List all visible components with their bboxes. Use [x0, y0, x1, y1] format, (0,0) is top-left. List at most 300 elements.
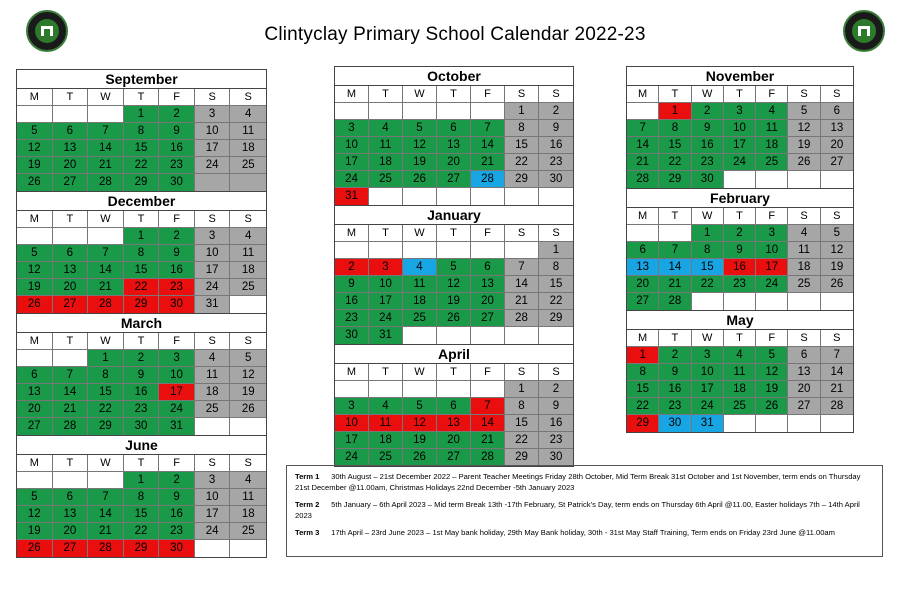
- weekday-header: M: [627, 208, 659, 225]
- day-cell: 3: [195, 228, 231, 245]
- day-cell: 9: [539, 120, 573, 137]
- day-cell: 4: [403, 259, 437, 276]
- day-cell: 9: [659, 364, 691, 381]
- day-cell: 14: [821, 364, 853, 381]
- day-cell: 6: [437, 398, 471, 415]
- day-cell: 22: [539, 293, 573, 310]
- day-cell: 12: [437, 276, 471, 293]
- weekday-header: M: [335, 225, 369, 242]
- day-cell: 25: [369, 171, 403, 188]
- day-cell: 2: [692, 103, 724, 120]
- weekday-header: S: [539, 364, 573, 381]
- day-cell: 29: [505, 171, 539, 188]
- weekday-header: S: [230, 455, 266, 472]
- day-cell: 28: [659, 293, 691, 310]
- day-cell: 4: [724, 347, 756, 364]
- day-cell: 21: [471, 432, 505, 449]
- day-cell: 21: [627, 154, 659, 171]
- day-cell: 3: [159, 350, 195, 367]
- day-cell: 16: [692, 137, 724, 154]
- day-cell: 13: [627, 259, 659, 276]
- day-cell: 13: [788, 364, 820, 381]
- day-cell: 27: [437, 449, 471, 466]
- day-cell: [403, 188, 437, 205]
- day-cell: 9: [692, 120, 724, 137]
- day-cell: 30: [159, 174, 195, 191]
- day-cell: 31: [195, 296, 231, 313]
- day-cell: 5: [17, 489, 53, 506]
- day-cell: 25: [230, 279, 266, 296]
- day-cell: [724, 171, 756, 188]
- month-december: [17, 192, 266, 314]
- weekday-header: W: [692, 86, 724, 103]
- day-cell: [788, 415, 820, 432]
- day-cell: 15: [539, 276, 573, 293]
- day-cell: [403, 103, 437, 120]
- weekday-header: T: [53, 211, 89, 228]
- month-grid: [17, 455, 266, 558]
- weekday-header: T: [124, 89, 160, 106]
- day-cell: [539, 188, 573, 205]
- day-cell: 24: [195, 279, 231, 296]
- day-cell: 19: [821, 259, 853, 276]
- day-cell: 22: [124, 279, 160, 296]
- month-grid: [627, 86, 853, 189]
- day-cell: 27: [437, 171, 471, 188]
- day-cell: 8: [124, 489, 160, 506]
- day-cell: 1: [627, 347, 659, 364]
- weekday-header: F: [159, 455, 195, 472]
- day-cell: 10: [159, 367, 195, 384]
- day-cell: 18: [403, 293, 437, 310]
- day-cell: 5: [230, 350, 266, 367]
- weekday-header: M: [17, 455, 53, 472]
- day-cell: 20: [821, 137, 853, 154]
- day-cell: 7: [471, 398, 505, 415]
- day-cell: [88, 472, 124, 489]
- day-cell: 31: [159, 418, 195, 435]
- day-cell: 11: [403, 276, 437, 293]
- day-cell: [53, 106, 89, 123]
- day-cell: [230, 174, 266, 191]
- day-cell: 30: [159, 540, 195, 557]
- month-grid: [627, 330, 853, 433]
- weekday-header: M: [335, 86, 369, 103]
- weekday-header: F: [756, 330, 788, 347]
- day-cell: 6: [821, 103, 853, 120]
- day-cell: 13: [437, 415, 471, 432]
- weekday-header: T: [369, 364, 403, 381]
- day-cell: 3: [692, 347, 724, 364]
- day-cell: 2: [724, 225, 756, 242]
- weekday-header: T: [659, 330, 691, 347]
- calendar-column-left: [16, 69, 267, 558]
- day-cell: 5: [788, 103, 820, 120]
- weekday-header: F: [756, 208, 788, 225]
- day-cell: 9: [724, 242, 756, 259]
- day-cell: 26: [230, 401, 266, 418]
- weekday-header: S: [788, 86, 820, 103]
- day-cell: 15: [505, 415, 539, 432]
- day-cell: 7: [88, 489, 124, 506]
- day-cell: 27: [627, 293, 659, 310]
- day-cell: 28: [821, 398, 853, 415]
- day-cell: [88, 106, 124, 123]
- day-cell: [627, 103, 659, 120]
- day-cell: 30: [539, 449, 573, 466]
- day-cell: 18: [230, 140, 266, 157]
- day-cell: [821, 171, 853, 188]
- day-cell: 8: [539, 259, 573, 276]
- day-cell: [756, 415, 788, 432]
- weekday-header: F: [159, 89, 195, 106]
- day-cell: 25: [230, 523, 266, 540]
- weekday-header: S: [195, 89, 231, 106]
- day-cell: 20: [788, 381, 820, 398]
- day-cell: 8: [124, 245, 160, 262]
- day-cell: 18: [756, 137, 788, 154]
- day-cell: 26: [437, 310, 471, 327]
- month-march: [17, 314, 266, 436]
- day-cell: 27: [53, 174, 89, 191]
- day-cell: 14: [88, 262, 124, 279]
- day-cell: 29: [627, 415, 659, 432]
- month-title: April: [335, 345, 573, 364]
- day-cell: [369, 188, 403, 205]
- day-cell: 5: [821, 225, 853, 242]
- weekday-header: S: [821, 330, 853, 347]
- term-1: [295, 471, 874, 493]
- weekday-header: F: [756, 86, 788, 103]
- day-cell: 6: [471, 259, 505, 276]
- day-cell: 4: [369, 398, 403, 415]
- day-cell: 29: [659, 171, 691, 188]
- day-cell: 26: [17, 296, 53, 313]
- day-cell: 11: [788, 242, 820, 259]
- day-cell: 11: [230, 489, 266, 506]
- day-cell: 6: [17, 367, 53, 384]
- day-cell: [756, 171, 788, 188]
- month-grid: [17, 89, 266, 192]
- weekday-header: W: [403, 86, 437, 103]
- month-october: [335, 67, 573, 206]
- day-cell: 18: [230, 262, 266, 279]
- month-november: [627, 67, 853, 189]
- month-grid: [17, 333, 266, 436]
- day-cell: 7: [821, 347, 853, 364]
- day-cell: 3: [195, 472, 231, 489]
- weekday-header: T: [437, 364, 471, 381]
- day-cell: [821, 293, 853, 310]
- day-cell: 3: [369, 259, 403, 276]
- day-cell: 15: [124, 506, 160, 523]
- day-cell: 25: [756, 154, 788, 171]
- day-cell: 7: [88, 245, 124, 262]
- day-cell: [53, 472, 89, 489]
- day-cell: 3: [756, 225, 788, 242]
- day-cell: 18: [788, 259, 820, 276]
- day-cell: 2: [335, 259, 369, 276]
- day-cell: [659, 225, 691, 242]
- month-title: December: [17, 192, 266, 211]
- day-cell: 2: [539, 103, 573, 120]
- day-cell: 6: [788, 347, 820, 364]
- weekday-header: T: [124, 455, 160, 472]
- day-cell: 6: [627, 242, 659, 259]
- day-cell: 1: [692, 225, 724, 242]
- day-cell: 24: [159, 401, 195, 418]
- term-label: Term 2: [295, 500, 320, 509]
- day-cell: [692, 293, 724, 310]
- day-cell: 23: [724, 276, 756, 293]
- day-cell: 7: [505, 259, 539, 276]
- day-cell: [471, 381, 505, 398]
- calendar-column-right: [626, 66, 854, 433]
- day-cell: 26: [17, 540, 53, 557]
- day-cell: 24: [335, 171, 369, 188]
- month-grid: [335, 86, 573, 206]
- day-cell: 21: [53, 401, 89, 418]
- day-cell: 2: [659, 347, 691, 364]
- weekday-header: F: [159, 333, 195, 350]
- day-cell: 13: [53, 506, 89, 523]
- day-cell: 21: [88, 523, 124, 540]
- day-cell: 18: [195, 384, 231, 401]
- day-cell: 12: [788, 120, 820, 137]
- weekday-header: T: [437, 225, 471, 242]
- day-cell: 4: [230, 228, 266, 245]
- month-title: February: [627, 189, 853, 208]
- weekday-header: S: [230, 211, 266, 228]
- day-cell: [369, 242, 403, 259]
- day-cell: 8: [505, 398, 539, 415]
- day-cell: [53, 228, 89, 245]
- day-cell: 1: [88, 350, 124, 367]
- day-cell: 10: [369, 276, 403, 293]
- weekday-header: S: [539, 225, 573, 242]
- day-cell: 1: [505, 381, 539, 398]
- day-cell: 12: [403, 137, 437, 154]
- day-cell: 21: [505, 293, 539, 310]
- day-cell: 1: [659, 103, 691, 120]
- day-cell: 26: [788, 154, 820, 171]
- weekday-header: M: [627, 86, 659, 103]
- day-cell: 23: [159, 279, 195, 296]
- day-cell: 19: [756, 381, 788, 398]
- day-cell: 28: [627, 171, 659, 188]
- day-cell: [369, 381, 403, 398]
- day-cell: 19: [17, 157, 53, 174]
- weekday-header: T: [53, 89, 89, 106]
- day-cell: 20: [53, 157, 89, 174]
- calendar-column-middle: [334, 66, 574, 467]
- day-cell: 2: [159, 472, 195, 489]
- day-cell: 11: [369, 415, 403, 432]
- day-cell: [505, 327, 539, 344]
- day-cell: [17, 106, 53, 123]
- day-cell: 24: [724, 154, 756, 171]
- day-cell: 11: [724, 364, 756, 381]
- day-cell: 12: [17, 506, 53, 523]
- day-cell: 16: [159, 506, 195, 523]
- day-cell: 11: [230, 123, 266, 140]
- day-cell: 17: [369, 293, 403, 310]
- term-text: 17th April – 23rd June 2023 – 1st May bank holiday, 29th May Bank holiday, 30th - 31st May Staff Training, Term ends on Friday 23rd June @11.00am: [331, 528, 835, 537]
- weekday-header: T: [724, 86, 756, 103]
- day-cell: 5: [756, 347, 788, 364]
- day-cell: 12: [17, 262, 53, 279]
- day-cell: 14: [471, 137, 505, 154]
- day-cell: [195, 174, 231, 191]
- weekday-header: S: [539, 86, 573, 103]
- day-cell: 15: [88, 384, 124, 401]
- day-cell: 14: [659, 259, 691, 276]
- day-cell: 17: [756, 259, 788, 276]
- day-cell: 15: [659, 137, 691, 154]
- weekday-header: S: [505, 86, 539, 103]
- day-cell: 16: [659, 381, 691, 398]
- day-cell: 14: [627, 137, 659, 154]
- day-cell: 15: [692, 259, 724, 276]
- day-cell: [471, 188, 505, 205]
- day-cell: 23: [539, 432, 573, 449]
- day-cell: [471, 327, 505, 344]
- weekday-header: S: [788, 208, 820, 225]
- day-cell: 24: [369, 310, 403, 327]
- day-cell: 9: [159, 123, 195, 140]
- day-cell: 4: [756, 103, 788, 120]
- weekday-header: M: [17, 89, 53, 106]
- weekday-header: W: [88, 333, 124, 350]
- weekday-header: F: [471, 364, 505, 381]
- day-cell: 1: [539, 242, 573, 259]
- day-cell: 22: [124, 523, 160, 540]
- day-cell: 14: [471, 415, 505, 432]
- day-cell: 30: [124, 418, 160, 435]
- weekday-header: S: [230, 333, 266, 350]
- day-cell: 17: [724, 137, 756, 154]
- day-cell: 13: [17, 384, 53, 401]
- weekday-header: W: [692, 330, 724, 347]
- day-cell: 27: [471, 310, 505, 327]
- day-cell: [724, 415, 756, 432]
- day-cell: 18: [369, 432, 403, 449]
- month-grid: [335, 364, 573, 467]
- day-cell: 8: [627, 364, 659, 381]
- weekday-header: S: [230, 89, 266, 106]
- day-cell: 5: [403, 120, 437, 137]
- month-september: [17, 70, 266, 192]
- term-2: [295, 499, 874, 521]
- day-cell: [53, 350, 89, 367]
- weekday-header: W: [88, 211, 124, 228]
- day-cell: [230, 540, 266, 557]
- day-cell: 26: [17, 174, 53, 191]
- day-cell: 2: [539, 381, 573, 398]
- day-cell: [471, 103, 505, 120]
- day-cell: 6: [53, 245, 89, 262]
- day-cell: 24: [756, 276, 788, 293]
- day-cell: 30: [692, 171, 724, 188]
- day-cell: 25: [403, 310, 437, 327]
- day-cell: 11: [756, 120, 788, 137]
- day-cell: 18: [724, 381, 756, 398]
- month-grid: [17, 211, 266, 314]
- day-cell: 23: [335, 310, 369, 327]
- weekday-header: T: [124, 333, 160, 350]
- weekday-header: F: [159, 211, 195, 228]
- day-cell: 17: [335, 432, 369, 449]
- day-cell: [195, 418, 231, 435]
- day-cell: 10: [195, 123, 231, 140]
- term-dates-box: [286, 465, 883, 557]
- weekday-header: W: [88, 455, 124, 472]
- day-cell: 20: [471, 293, 505, 310]
- day-cell: 1: [505, 103, 539, 120]
- day-cell: 21: [471, 154, 505, 171]
- day-cell: 14: [53, 384, 89, 401]
- weekday-header: M: [627, 330, 659, 347]
- day-cell: [437, 381, 471, 398]
- day-cell: 5: [437, 259, 471, 276]
- weekday-header: W: [403, 225, 437, 242]
- day-cell: 27: [821, 154, 853, 171]
- month-grid: [627, 208, 853, 311]
- day-cell: 16: [124, 384, 160, 401]
- day-cell: [788, 171, 820, 188]
- day-cell: 16: [159, 140, 195, 157]
- month-january: [335, 206, 573, 345]
- day-cell: 24: [335, 449, 369, 466]
- day-cell: 26: [821, 276, 853, 293]
- day-cell: 25: [230, 157, 266, 174]
- day-cell: [788, 293, 820, 310]
- day-cell: 29: [505, 449, 539, 466]
- day-cell: 28: [88, 296, 124, 313]
- day-cell: [437, 327, 471, 344]
- month-february: [627, 189, 853, 311]
- day-cell: 9: [124, 367, 160, 384]
- day-cell: 3: [335, 120, 369, 137]
- weekday-header: T: [659, 208, 691, 225]
- day-cell: 16: [539, 415, 573, 432]
- day-cell: 8: [692, 242, 724, 259]
- day-cell: [195, 540, 231, 557]
- month-title: May: [627, 311, 853, 330]
- weekday-header: S: [505, 364, 539, 381]
- day-cell: 24: [195, 523, 231, 540]
- day-cell: 1: [124, 106, 160, 123]
- weekday-header: T: [369, 86, 403, 103]
- day-cell: 22: [659, 154, 691, 171]
- day-cell: 20: [437, 154, 471, 171]
- day-cell: 30: [659, 415, 691, 432]
- day-cell: 19: [788, 137, 820, 154]
- term-label: Term 3: [295, 528, 320, 537]
- weekday-header: T: [437, 86, 471, 103]
- day-cell: 2: [159, 228, 195, 245]
- day-cell: 14: [88, 140, 124, 157]
- day-cell: 23: [124, 401, 160, 418]
- day-cell: [403, 327, 437, 344]
- day-cell: 20: [437, 432, 471, 449]
- day-cell: 23: [692, 154, 724, 171]
- day-cell: 9: [159, 489, 195, 506]
- day-cell: 23: [159, 523, 195, 540]
- day-cell: 15: [627, 381, 659, 398]
- day-cell: 30: [159, 296, 195, 313]
- day-cell: [403, 381, 437, 398]
